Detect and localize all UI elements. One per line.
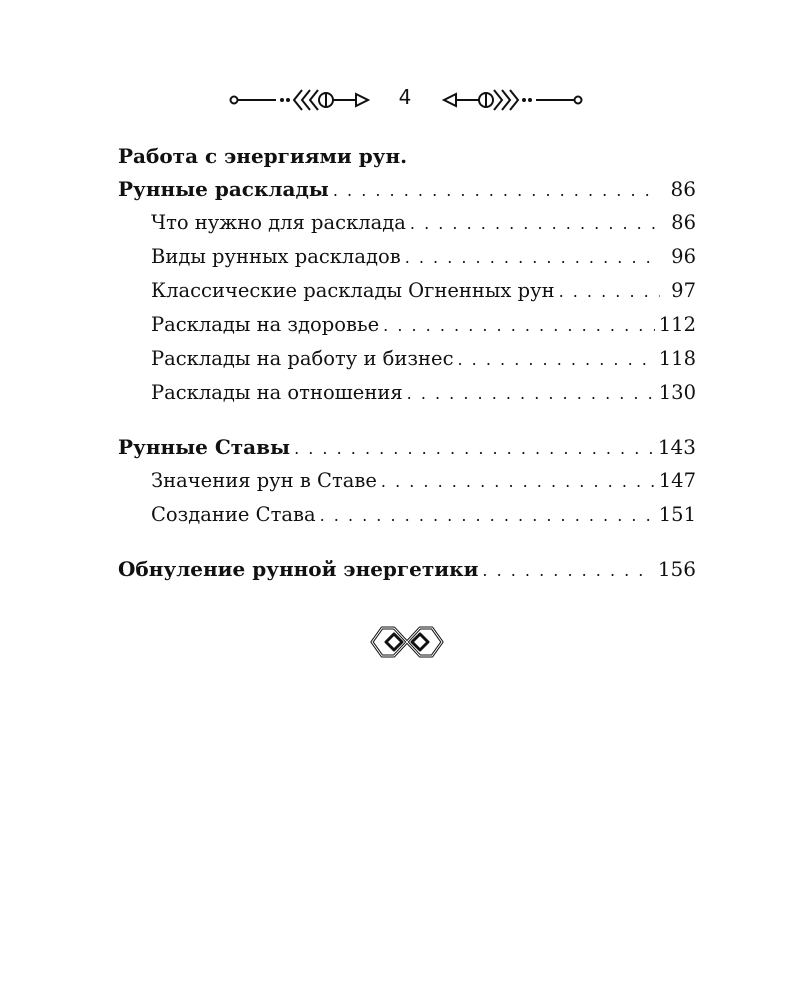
dot-leader	[333, 174, 660, 208]
dot-leader	[458, 343, 655, 377]
toc-entry-title: Создание Става	[151, 503, 316, 526]
page-header	[0, 82, 800, 118]
toc-entry-page: 151	[658, 503, 696, 526]
toc-entry[interactable]	[118, 498, 696, 532]
toc-entry-title: Что нужно для расклада	[151, 211, 406, 234]
toc-entry[interactable]	[118, 172, 696, 206]
toc-entry-title: Расклады на работу и бизнес	[151, 347, 454, 370]
toc-entry[interactable]	[118, 206, 696, 240]
toc-entry-title: Расклады на отношения	[151, 381, 403, 404]
toc-entry-page: 118	[658, 347, 696, 370]
toc-entry-title: Расклады на здоровье	[151, 313, 380, 336]
section-spacer	[118, 410, 696, 430]
celtic-knot-icon	[368, 622, 446, 662]
dot-leader	[559, 275, 660, 309]
dot-leader	[381, 465, 655, 499]
dot-leader	[383, 309, 655, 343]
toc-entry-page: 147	[658, 469, 696, 492]
toc-entry-page: 143	[657, 435, 696, 459]
table-of-contents	[118, 142, 696, 586]
page-number: 4	[398, 85, 412, 109]
toc-entry-title: Рунные расклады	[118, 177, 329, 201]
toc-entry[interactable]	[118, 552, 696, 586]
toc-entry-page: 96	[671, 245, 696, 268]
dot-leader	[405, 241, 660, 275]
dot-leader	[294, 432, 654, 466]
toc-entry[interactable]	[118, 240, 696, 274]
toc-entry-title: Значения рун в Ставе	[151, 469, 377, 492]
toc-entry[interactable]	[118, 274, 696, 308]
toc-entry-title: Обнуление рунной энергетики	[118, 557, 479, 581]
toc-entry-title: Рунные Ставы	[118, 435, 291, 459]
left-rune-ornament-icon	[226, 82, 376, 118]
toc-entry[interactable]	[118, 430, 696, 464]
toc-entry[interactable]	[118, 376, 696, 410]
toc-entry-title: Классические расклады Огненных рун	[151, 279, 555, 302]
dot-leader	[320, 499, 655, 533]
right-rune-ornament-icon	[436, 82, 586, 118]
toc-entry-page: 156	[657, 557, 696, 581]
dot-leader	[407, 377, 655, 411]
toc-entry-page: 86	[670, 177, 696, 201]
toc-section-heading: Работа с энергиями рун.	[118, 144, 408, 168]
dot-leader	[410, 207, 660, 241]
toc-entry-page: 112	[658, 313, 696, 336]
section-spacer	[118, 532, 696, 552]
toc-entry-title: Виды рунных раскладов	[151, 245, 401, 268]
dot-leader	[482, 554, 653, 588]
toc-entry-page: 86	[671, 211, 696, 234]
toc-entry[interactable]	[118, 342, 696, 376]
toc-entry-page: 97	[671, 279, 696, 302]
toc-entry[interactable]	[118, 308, 696, 342]
toc-entry-page: 130	[658, 381, 696, 404]
toc-entry[interactable]	[118, 464, 696, 498]
